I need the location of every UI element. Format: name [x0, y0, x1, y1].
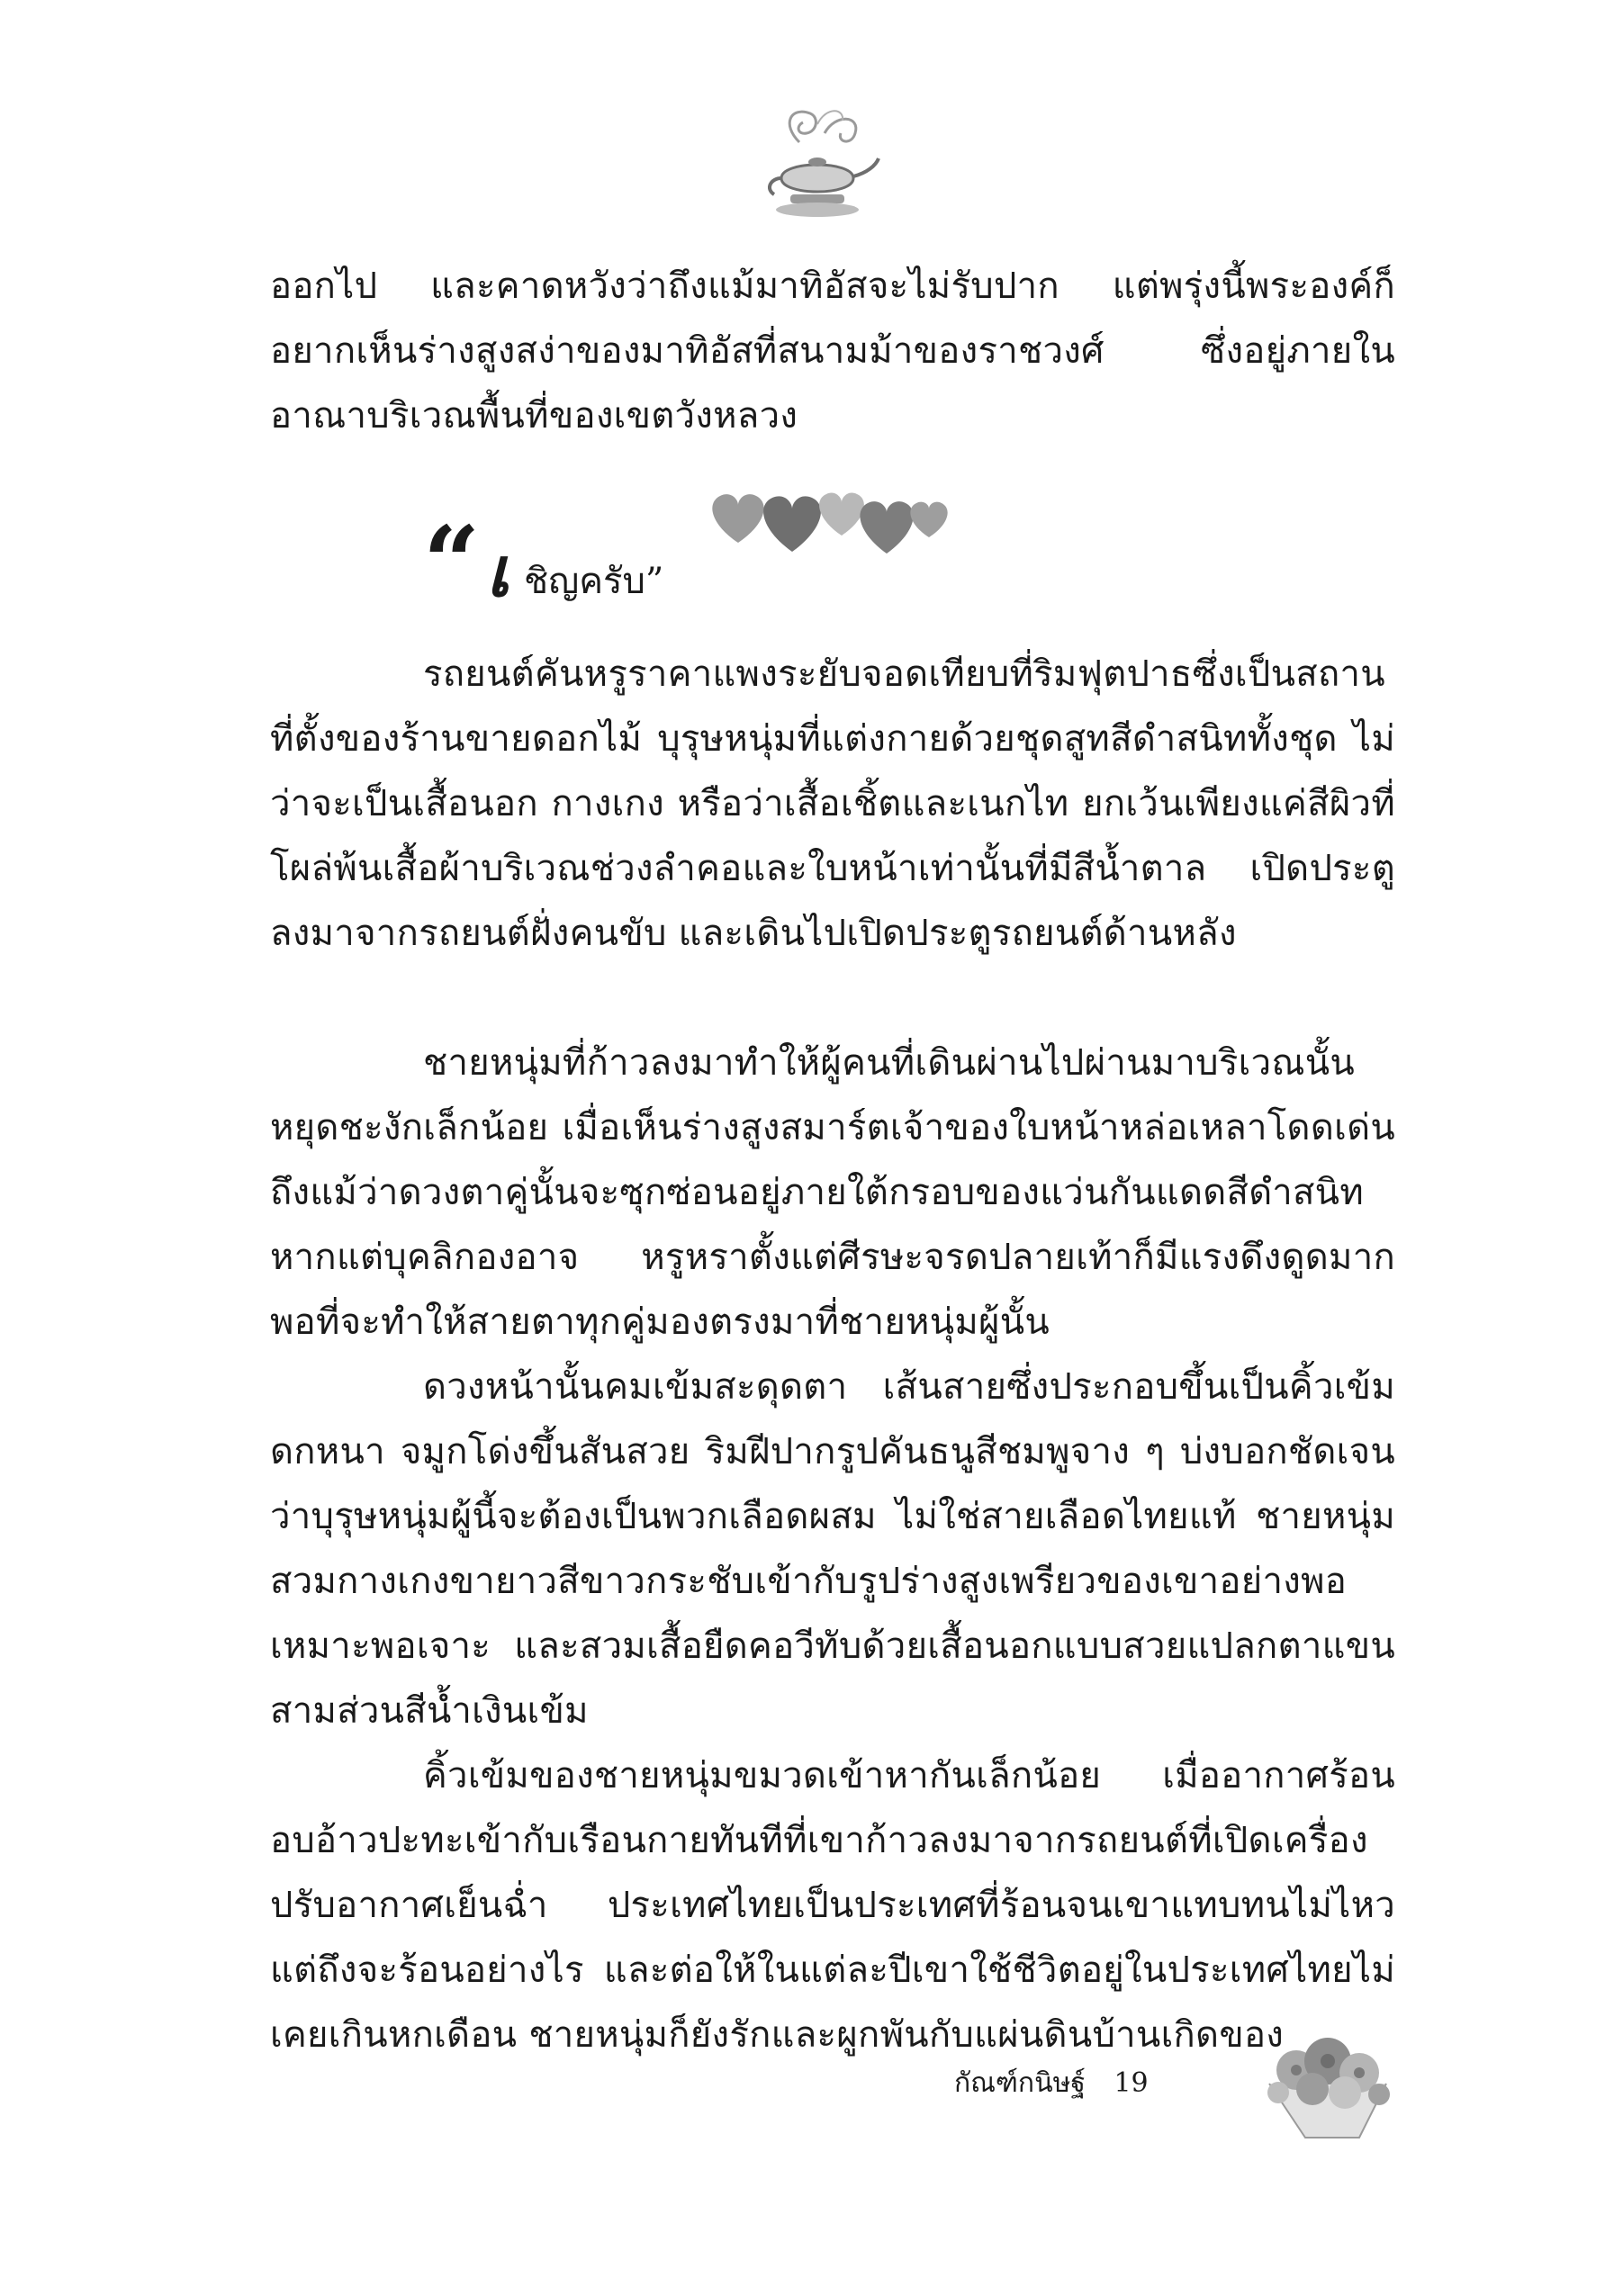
dialogue-line: ชิญครับ” — [524, 561, 664, 602]
paragraph-weather: คิ้วเข้มของชายหนุ่มขมวดเข้าหากันเล็กน้อย เมื่ออากาศร้อนอบอ้าวปะทะเข้ากับเรือนกายทันทีที่เขาก้าวลงมาจากรถยนต์ที่เปิดเครื่องปรับอากาศเย็นฉ่ำ ประเทศไทยเป็นประเทศที่ร้อนจนเขาแทบทนไม่ไหว แต่ถึงจะร้อนอย่างไร และต่อให้ในแต่ละปีเขาใช้ชีวิตอยู่ในประเทศไทยไม่เคยเกินหกเดือน ชายหนุ่มก็ยังรักและผูกพันกับแผ่นดินบ้านเกิดของ — [270, 1755, 1395, 2056]
flower-bouquet-icon — [1251, 2030, 1404, 2147]
paragraph-face: ดวงหน้านั้นคมเข้มสะดุดตา เส้นสายซึ่งประกอบขึ้นเป็นคิ้วเข้มดกหนา จมูกโด่งขึ้นสันสวย ริมฝีปากรูปคันธนูสีชมพูจาง ๆ บ่งบอกชัดเจนว่าบุรุษหนุ่มผู้นี้จะต้องเป็นพวกเลือดผสม ไม่ใช่สายเลือดไทยแท้ ชายหนุ่มสวมกางเกงขายาวสีขาวกระชับเข้ากับรูปร่างสูงเพรียวของเขาอย่างพอเหมาะพอเจาะ และสวมเสื้อยืดคอวีทับด้วยเสื้อนอกแบบสวยแปลกตาแขนสามส่วนสีน้ำเงินเข้ม — [270, 1366, 1395, 1732]
paragraph-intro: ออกไป และคาดหวังว่าถึงแม้มาทิอัสจะไม่รับปาก แต่พรุ่งนี้พระองค์ก็อยากเห็นร่างสูงสง่าของมาทิอัสที่สนามม้าของราชวงศ์ ซึ่งอยู่ภายในอาณาบริเวณพื้นที่ของเขตวังหลวง — [270, 266, 1395, 437]
hearts-divider-icon — [693, 473, 963, 563]
paragraph-car: รถยนต์คันหรูราคาแพงระยับจอดเทียบที่ริมฟุตปาธซึ่งเป็นสถานที่ตั้งของร้านขายดอกไม้ บุรุษหนุ่มที่แต่งกายด้วยชุดสูทสีดำสนิททั้งชุด ไม่ว่าจะเป็นเสื้อนอก กางเกง หรือว่าเสื้อเชิ้ตและเนกไท ยกเว้นเพียงแค่สีผิวที่โผล่พ้นเสื้อผ้าบริเวณช่วงลำคอและใบหน้าเท่านั้นที่มีสีน้ำตาล เปิดประตูลงมาจากรถยนต์ฝั่งคนขับ และเดินไปเปิดประตูรถยนต์ด้านหลัง — [270, 653, 1395, 954]
teapot-lamp-icon — [754, 106, 880, 223]
drop-cap-initial: เ — [486, 532, 509, 612]
page-number: 19 — [1114, 2067, 1149, 2099]
open-quote-mark: “ — [423, 504, 481, 620]
page-footer — [954, 2066, 1149, 2102]
paragraph-young-man: ชายหนุ่มที่ก้าวลงมาทำให้ผู้คนที่เดินผ่านไปผ่านมาบริเวณนั้นหยุดชะงักเล็กน้อย เมื่อเห็นร่างสูงสมาร์ตเจ้าของใบหน้าหล่อเหลาโดดเด่นถึงแม้ว่าดวงตาคู่นั้นจะซุกซ่อนอยู่ภายใต้กรอบของแว่นกันแดดสีดำสนิทหากแต่บุคลิกองอาจ หรูหราตั้งแต่ศีรษะจรดปลายเท้าก็มีแรงดึงดูดมากพอที่จะทำให้สายตาทุกคู่มองตรงมาที่ชายหนุ่มผู้นั้น — [270, 1042, 1395, 1343]
author-name: กัณฑ์กนิษฐ์ — [954, 2067, 1086, 2099]
